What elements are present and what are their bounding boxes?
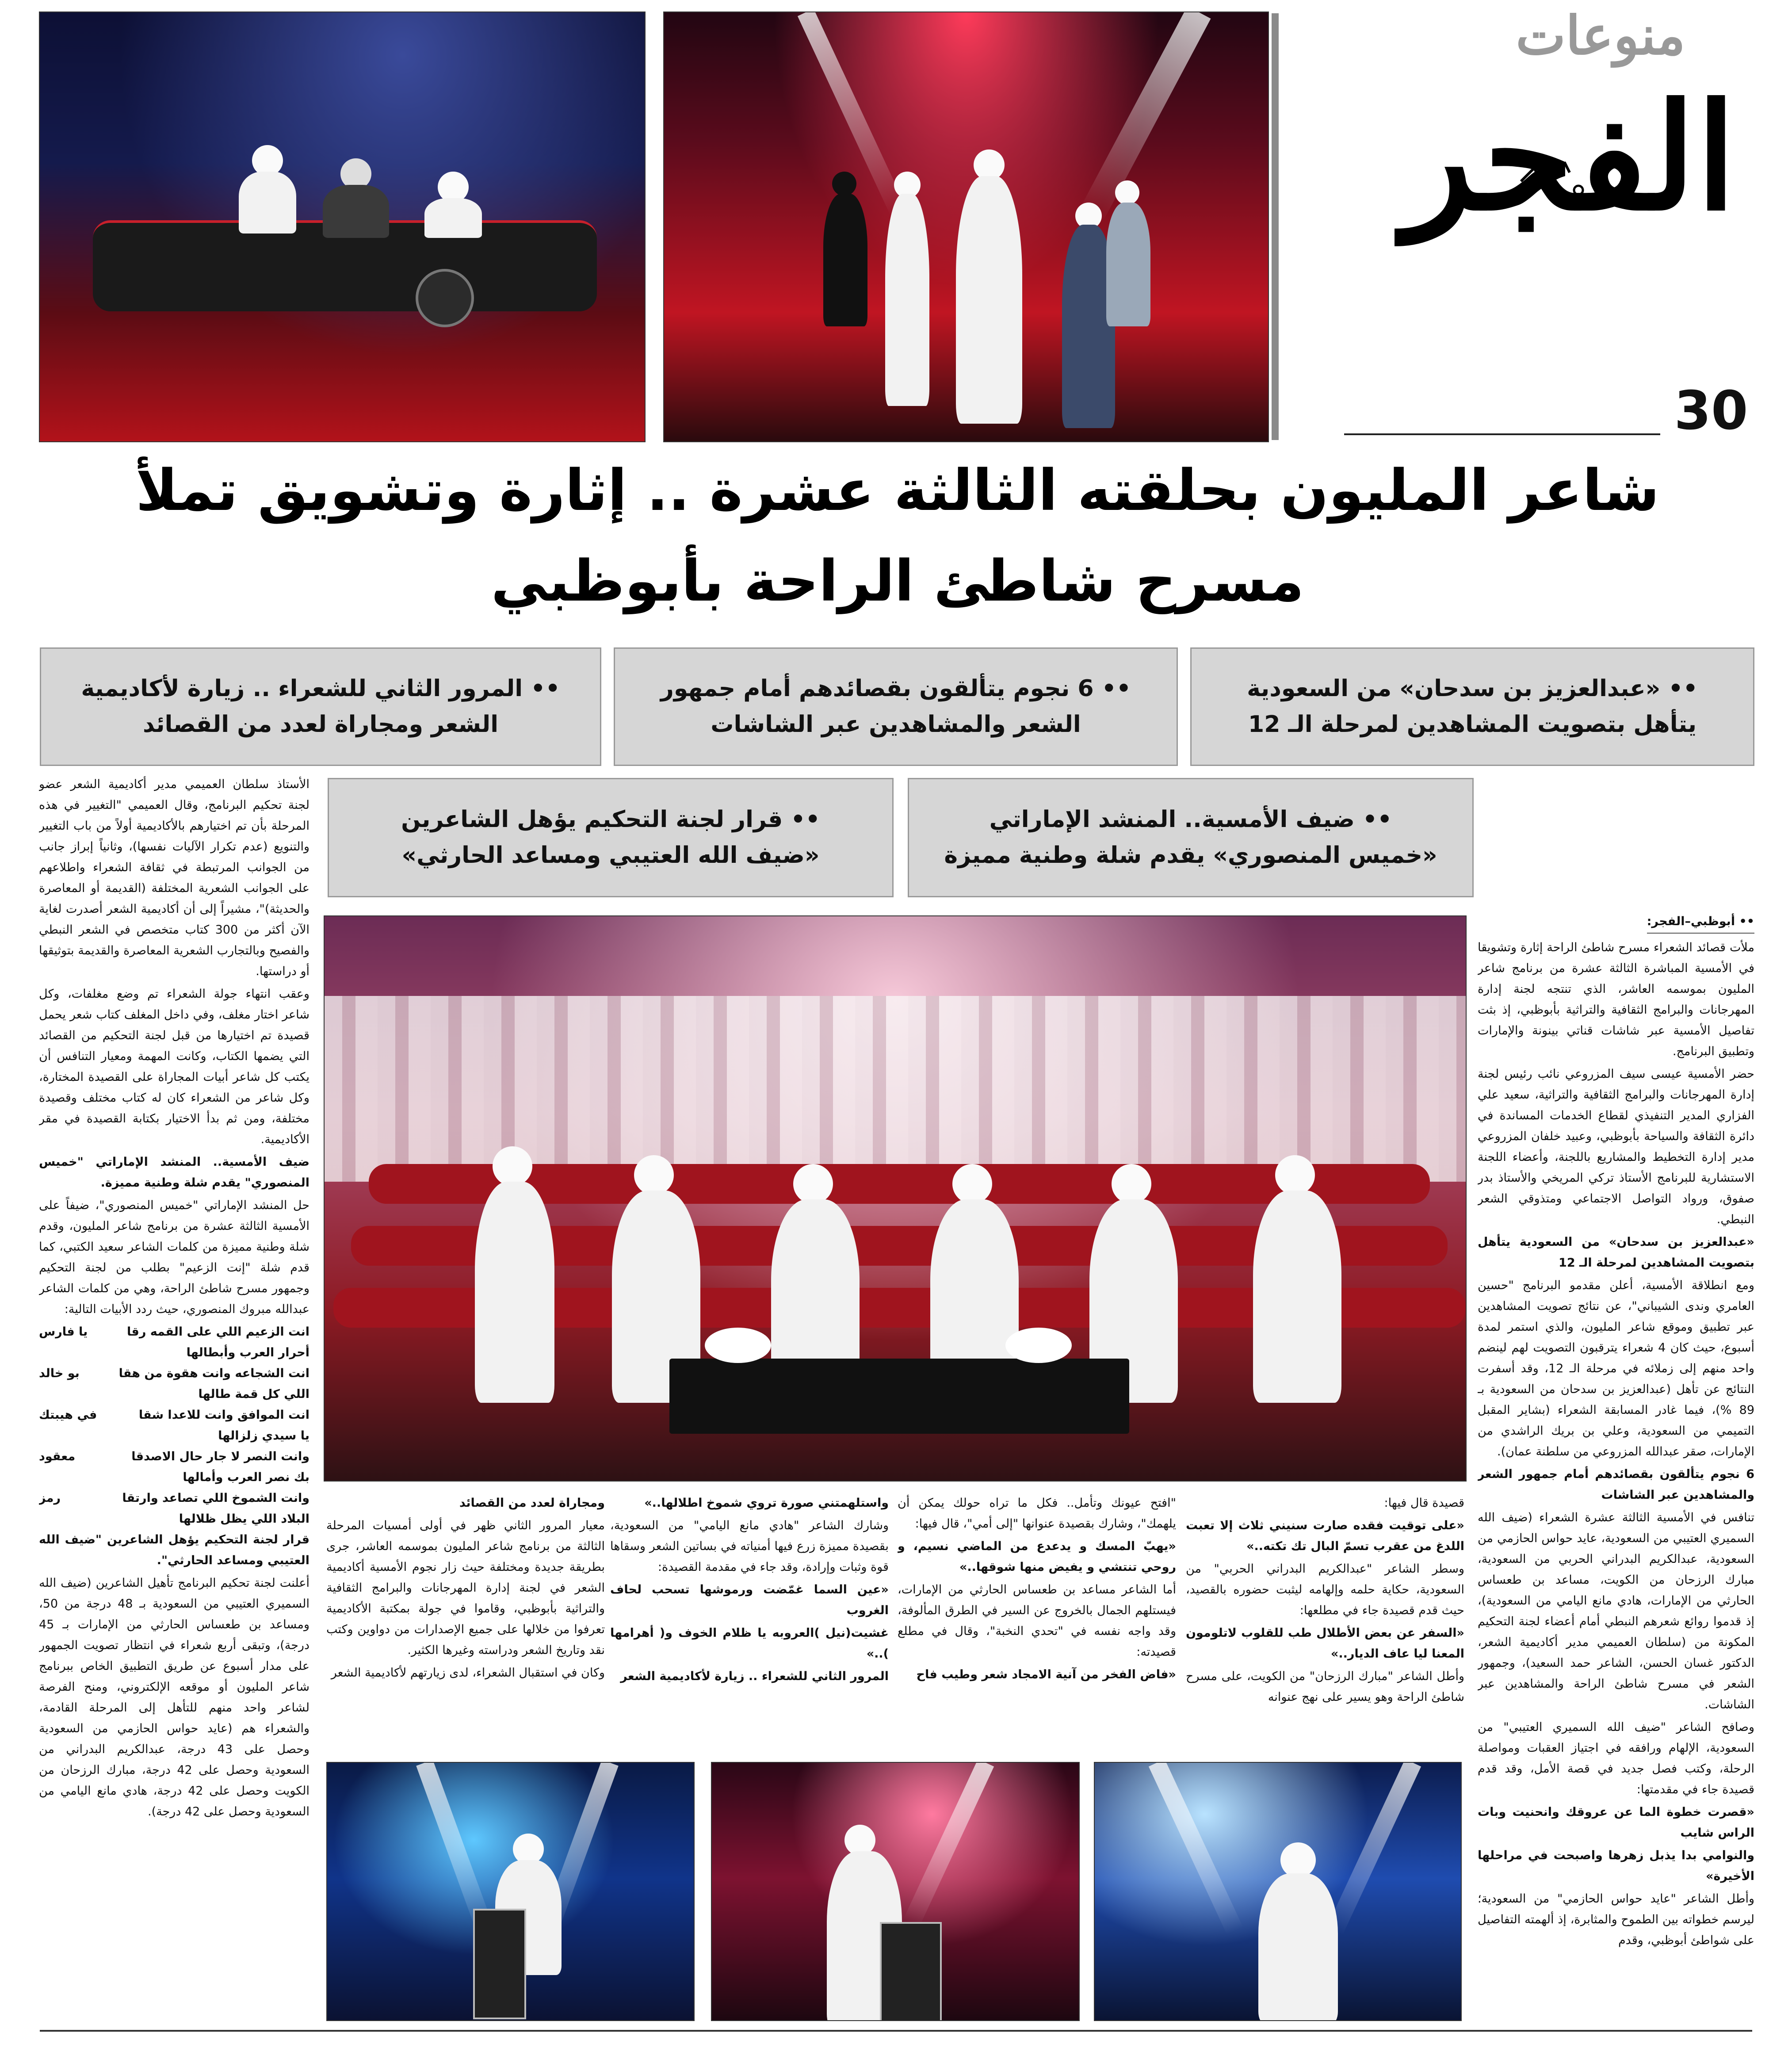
paragraph: ملأت قصائد الشعراء مسرح شاطئ الراحة إثارة وتشويقا في الأمسية المباشرة الثالثة عشرة من برنامج شاعر المليون بموسمه العاشر، الذي تنتجه لجنة إدارة المهرجانات والبرامج الثقافية والتراثية بأبوظبي، إذ بثت تفاصيل الأمسية عبر شاشات قناتي بينونة والإمارات وتطبيق البرنامج. <box>1478 941 1754 1058</box>
paragraph: حل المنشد الإماراتي "خميس المنصوري"، ضيفاً على الأمسية الثالثة عشرة من برنامج شاعر المليون، وقدم شلة وطنية مميزة من كلمات الشاعر سعيد الكتبي، كما قدم شلة "إنت الزعيم" بطلب من لجنة التحكيم وجمهور مسرح شاطئ الراحة، وهي من كلمات الشاعر عبدالله مبروك المنصوري، حيث ردد الأبيات التالية: <box>39 1198 309 1316</box>
article-column-left <box>39 774 309 2025</box>
page-number-rule <box>1344 433 1660 435</box>
subheading: 6 نجوم يتألقون بقصائدهم أمام جمهور الشعر والمشاهدين عبر الشاشات <box>1478 1467 1754 1502</box>
verse: واستلهمتني صورة تروي شموخ اطلالها..» <box>644 1496 889 1510</box>
verse-line: انت الموافق وانت للاعدا شقا في هيبتك <box>39 1408 309 1422</box>
verse: غشيت(نيل )العروبه يا ظلام الخوف و( أهرامها )..» <box>610 1626 889 1661</box>
poets-stage-photo <box>663 11 1269 442</box>
paragraph: تنافس في الأمسية الثالثة عشرة الشعراء (ضيف الله السميري العتيبي من السعودية، عايد حواس الحازمي من السعودية، عبدالكريم البدراني الحربي من السعودية، مبارك الرزحان من الكويت، مساعد بن طعساس الحارثي من الإمارات، هادي مانع اليامي من السعودية)، إذ قدموا روائع شعرهم النبطي أمام أعضاء لجنة التحكيم المكونة من (سلطان العميمي مدير أكاديمية الشعر، الدكتور غسان الحسن، الشاعر حمد السعيد)، وجمهور الشعر في مسرح شاطئ الراحة والمشاهدين عبر الشاشات. <box>1478 1511 1754 1711</box>
paragraph: وأطل الشاعر "عايد حواس الحازمي" من السعودية؛ ليرسم خطواته بين الطموح والمثابرة، إذ ألهمته التفاصيل على شواطئ أبوظبي، وقدم <box>1478 1892 1754 1947</box>
verse: «قصرت خطوة الما عن عروقك وانحنيت وبات الراس شايب <box>1478 1805 1754 1840</box>
article-column-middle-1 <box>1186 1493 1464 1754</box>
headline-line-1: شاعر المليون بحلقته الثالثة عشرة .. إثارة وتشويق تملأ <box>136 458 1659 524</box>
paragraph: أما الشاعر مساعد بن طعساس الحارثي من الإمارات، فيستلهم الجمال بالخروج عن السير في الطرق المألوفة، وقد واجه نفسه في "تحدي النخبة"، وقال في مطلع قصيدته: <box>898 1583 1176 1659</box>
highlight-3-line-2: الشعر ومجاراة لعدد من القصائد <box>142 711 499 738</box>
audience-hall-photo <box>324 915 1467 1482</box>
jury-panel-photo <box>39 11 646 442</box>
verse-line: يا سيدي زلزالها <box>218 1429 309 1443</box>
paragraph: وصافح الشاعر "ضيف الله السميري العتيبي" من السعودية، الإلهام ورافقه في اجتياز العقبات ومواصلة الرحلة، وكتب فصل جديد في قصة الأمل، وقد قدم قصيدة جاء في مقدمتها: <box>1478 1720 1754 1796</box>
verse: «السفر عن بعض الأطلال طب للقلوب لاتلومون المعنا ليا عاف الديار..» <box>1186 1626 1464 1661</box>
highlight-3-line-1: •• المرور الثاني للشعراء .. زيارة لأكاديمية <box>81 675 560 702</box>
headline-line-2: مسرح شاطئ الراحة بأبوظبي <box>491 548 1304 614</box>
logo-ornament-icon <box>1512 150 1592 203</box>
highlight-5-line-2: «ضيف الله العتيبي ومساعد الحارثي» <box>401 842 820 869</box>
subheading: ضيف الأمسية.. المنشد الإماراتي "خميس المنصوري" يقدم شلة وطنية مميزة. <box>39 1155 309 1190</box>
highlight-box-1 <box>1190 647 1754 766</box>
verse-line: أحرار العرب وأبطالها <box>186 1346 309 1359</box>
verse: «يهبّ المسك و يدعدع من الماضي نسيم، و روحي تنتشي و يفيض منها شوقها..» <box>898 1539 1176 1574</box>
highlight-box-2 <box>614 647 1178 766</box>
newspaper-logo: الفجر <box>1402 71 1737 243</box>
verse-line: وانت الشموخ اللي تصاعد وارتقا رمز <box>39 1491 309 1505</box>
article-column-middle-2 <box>898 1493 1176 1754</box>
poet-performance-photo-2 <box>711 1762 1080 2021</box>
verse-line: اللي كل قمة طالها <box>198 1387 309 1401</box>
subheading: «عبدالعزيز بن سدحان» من السعودية يتأهل بتصويت المشاهدين لمرحلة الـ 12 <box>1478 1235 1754 1270</box>
subheading: ومجاراة لعدد من القصائد <box>459 1496 605 1510</box>
paragraph: "افتح عيونك وتأمل.. فكل ما تراه حولك يمكن أن يلهمك"، وشارك بقصيدة عنوانها "إلى أمي"، قال فيها: <box>898 1496 1176 1531</box>
masthead <box>1344 4 1760 429</box>
highlight-2-line-1: •• 6 نجوم يتألقون بقصائدهم أمام جمهور <box>660 675 1131 702</box>
paragraph: وأطل الشاعر "مبارك الرزحان" من الكويت، على مسرح شاطئ الراحة وهو يسير على نهج عنوانه <box>1186 1669 1464 1704</box>
verse-line: انت الشجاعه وانت هقوة من هقا بو خالد <box>39 1367 309 1380</box>
verse-line: وانت النصر لا جار حال الاصدقا معقود <box>39 1450 309 1463</box>
subheading: قرار لجنة التحكيم يؤهل الشاعرين "ضيف الله العتيبي ومساعد الحارثي". <box>39 1533 309 1567</box>
paragraph: وكان في استقبال الشعراء، لدى زيارتهم لأكاديمية الشعر <box>331 1666 605 1680</box>
highlight-1-line-1: •• «عبدالعزيز بن سدحان» من السعودية <box>1247 675 1698 702</box>
verse-line: بك نصر العرب وأمالها <box>183 1470 309 1484</box>
highlight-box-3 <box>40 647 601 766</box>
paragraph: وعقب انتهاء جولة الشعراء تم وضع مغلفات، وكل شاعر اختار مغلف، وفي داخل المغلف كتاب شعر يحمل قصيدة تم اختيارها من قبل لجنة التحكيم من القصائد التي يضمها الكتاب، وكانت المهمة ومعيار التنافس أن يكتب كل شاعر أبيات المجاراة على القصيدة المختارة، وكل شاعر من الشعراء كان له كتاب مختلف وقصيدة مختلفة، ومن ثم بدأ الاختيار بكتابة القصيدة في مقر الأكاديمية. <box>39 987 309 1146</box>
paragraph: وشارك الشاعر "هادي مانع اليامي" من السعودية، بقصيدة مميزة زرع فيها أمنياته في بساتين الشعر وسقاها قوة وثبات وإرادة، وقد جاء في مقدمة القصيدة: <box>610 1519 889 1574</box>
paragraph: أعلنت لجنة تحكيم البرنامج تأهيل الشاعرين (ضيف الله السميري العتيبي من السعودية بـ 48 درجة من 50، ومساعد بن طعساس الحارثي من الإمارات بـ 45 درجة)، وتبقى أربع شعراء في انتظار تصويت الجمهور على مدار أسبوع عن طريق التطبيق الخاص ببرنامج شاعر المليون أو موقعه الإلكتروني، ومنح الفرصة لشاعر واحد منهم للتأهل إلى المرحلة القادمة، والشعراء هم (عايد حواس الحازمي من السعودية وحصل على 43 درجة، عبدالكريم البدراني من السعودية وحصل على 42 درجة، مبارك الرزحان من الكويت وحصل على 42 درجة، هادي مانع اليامي من السعودية وحصل على 42 درجة). <box>39 1576 309 1819</box>
article-column-middle-3 <box>610 1493 889 1754</box>
poet-performance-photo-1 <box>326 1762 695 2021</box>
paragraph: وسطر الشاعر "عبدالكريم البدراني الحربي" من السعودية، حكاية حلمه وإلهامه ليثبت حضوره بالقصيد، حيث قدم قصيدة جاء في مطلعها: <box>1186 1562 1464 1617</box>
highlight-box-5 <box>328 778 894 897</box>
highlight-4-line-2: «خميس المنصوري» يقدم شلة وطنية مميزة <box>944 842 1437 869</box>
paragraph: حضر الأمسية عيسى سيف المزروعي نائب رئيس لجنة إدارة المهرجانات والبرامج الثقافية والتراثية، سعيد علي الفزاري المدير التنفيذي لقطاع الخدمات المساندة في دائرة الثقافة والسياحة بأبوظبي، وعبيد خلفان المزروعي مدير إدارة التخطيط والمشاريع باللجنة، وأعضاء اللجنة الاستشارية للبرنامج الأستاذ تركي المريخي والأستاذ بدر صفوق، ورواد التواصل الاجتماعي ومتذوقي الشعر النبطي. <box>1478 1067 1754 1226</box>
highlight-box-4 <box>908 778 1474 897</box>
byline: •• أبوظبي–الفجر: <box>1647 911 1754 934</box>
article-column-right <box>1478 911 1754 2025</box>
highlight-1-line-2: يتأهل بتصويت المشاهدين لمرحلة الـ 12 <box>1248 711 1696 738</box>
section-title: منوعات <box>1516 4 1685 67</box>
article-column-middle-4 <box>326 1493 605 1754</box>
verse: «على توقيت فقده صارت سنيني ثلاث إلا تعبت اللدغ من عقرب تسمّ البال تك تكته..» <box>1186 1519 1464 1553</box>
bottom-rule <box>40 2030 1752 2032</box>
poet-performance-photo-3 <box>1094 1762 1462 2021</box>
paragraph: الأستاذ سلطان العميمي مدير أكاديمية الشعر عضو لجنة تحكيم البرنامج، وقال العميمي "التغيير في هذه المرحلة بأن تم اختيارهم بالأكاديمية أولاً من باب التغيير والتنويع (عدم تكرار الآليات نفسها)، وثانياً إبراز جانب من الجوانب المرتبطة في ثقافة الشعراء واطلاعهم على الجوانب الشعرية المختلفة (القديمة أو المعاصرة والحديثة)"، مشيراً إلى أن أكاديمية الشعر أصدرت لغاية الآن أكثر من 300 كتاب متخصص في الشعر النبطي والفصيح وبالتجارب الشعرية المعاصرة والقديمة بتوثيقها أو دراستها. <box>39 777 309 978</box>
paragraph: معيار المرور الثاني ظهر في أولى أمسيات المرحلة الثالثة من برنامج شاعر المليون بموسمه العاشر، جرى بطريقة جديدة ومختلفة حيث زار نجوم الأمسية أكاديمية الشعر في لجنة إدارة المهرجانات والبرامج الثقافية والتراثية بأبوظبي، وقاموا في جولة بمكتبة الأكاديمية تعرفوا من خلالها على جميع الإصدارات من دواوين وكتب نقد وتاريخ الشعر ودراسته وغيرها الكثير. <box>326 1519 605 1657</box>
subheading: المرور الثاني للشعراء .. زيارة لأكاديمية الشعر <box>620 1669 889 1683</box>
paragraph: ومع انطلاقة الأمسية، أعلن مقدمو البرنامج "حسين العامري وندى الشيباني"، عن نتائج تصويت المشاهدين عبر تطبيق وموقع شاعر المليون، والذي استمر لمدة أسبوع، حيث كان 4 شعراء يترقبون التصويت لهم لينضم واحد منهم إلى زملائه في مرحلة الـ 12، وقد أسفرت النتائج عن تأهل (عبدالعزيز بن سدحان من السعودية بـ 89 %)، فيما غادر المسابقة الشعراء (بشاير المقبل التميمي من السعودية، وعلي بن بريك الراشدي من الإمارات، صقر عبدالله المزروعي من سلطنة عمان). <box>1478 1279 1754 1459</box>
verse: «فاض الفخر من آنية الامجاد شعر وطيب فاح <box>916 1668 1176 1681</box>
paragraph: قصيدة قال فيها: <box>1384 1496 1464 1510</box>
highlight-4-line-1: •• ضيف الأمسية.. المنشد الإماراتي <box>989 806 1392 833</box>
verse: «عين السما غمّضت ورموشها تسحب لحاف الغروب <box>610 1583 889 1617</box>
verse: والنوامي بدا يذبل زهرها واصبحت في مراحلها الأخيرة» <box>1478 1849 1754 1883</box>
highlight-5-line-1: •• قرار لجنة التحكيم يؤهل الشاعرين <box>401 806 820 833</box>
highlight-2-line-2: الشعر والمشاهدين عبر الشاشات <box>711 711 1081 738</box>
masthead-divider <box>1272 13 1279 440</box>
verse-line: البلاد اللي يظل ظلالها <box>179 1512 309 1526</box>
verse-line: انت الزعيم اللي على القمه رقا يا فارس <box>39 1325 309 1339</box>
page-number: 30 <box>1674 380 1748 442</box>
